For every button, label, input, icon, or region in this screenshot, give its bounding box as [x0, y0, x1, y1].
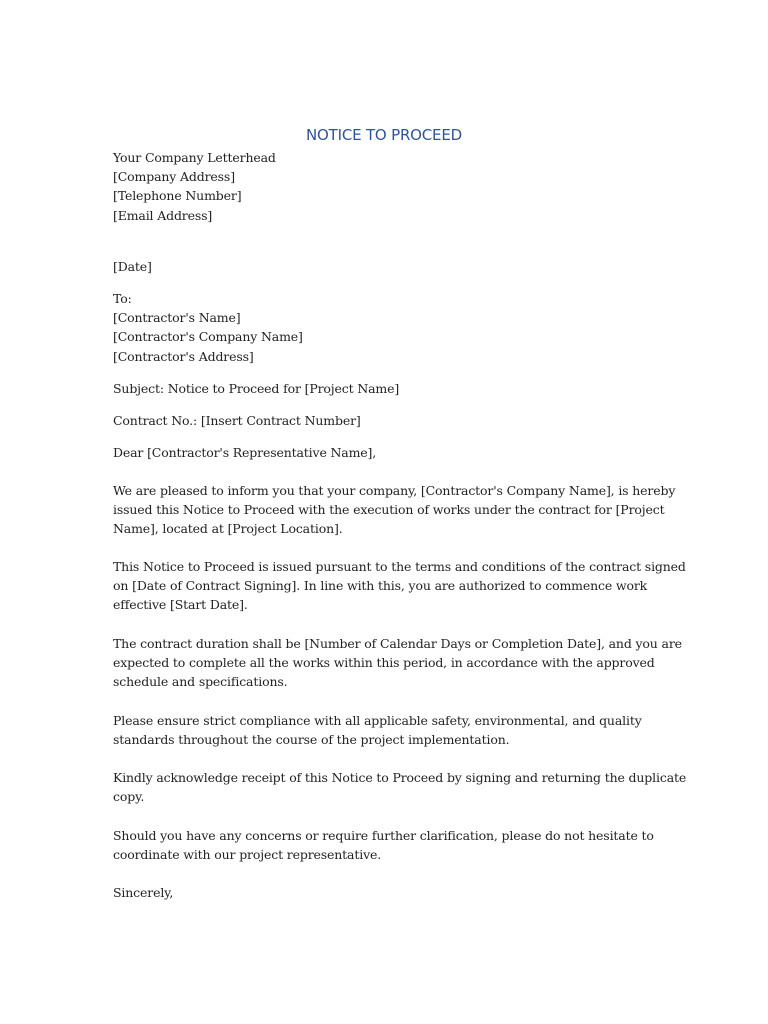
paragraph-line: schedule and specifications. [113, 674, 288, 690]
subject-line: Subject: Notice to Proceed for [Project Name] [113, 381, 400, 396]
recipient-company: [Contractor's Company Name] [113, 329, 303, 345]
paragraph-line: Please ensure strict compliance with all applicable safety, environmental, and quality [113, 713, 642, 728]
body-paragraph [113, 768, 687, 806]
paragraph-line: on [Date of Contract Signing]. In line with this, you are authorized to commence work [113, 578, 648, 594]
date-line: [Date] [113, 259, 152, 274]
recipient-block [113, 289, 673, 366]
letterhead-telephone: [Telephone Number] [113, 188, 242, 204]
paragraph-line: Name], located at [Project Location]. [113, 521, 343, 537]
paragraph-line: effective [Start Date]. [113, 597, 248, 613]
paragraph-line: standards throughout the course of the project implementation. [113, 732, 510, 748]
body-paragraph [113, 481, 676, 539]
letterhead-email: [Email Address] [113, 207, 213, 223]
body-paragraph [113, 557, 686, 615]
paragraph-line: copy. [113, 789, 145, 805]
paragraph-line: expected to complete all the works within this period, in accordance with the approved [113, 655, 655, 671]
letterhead-address: [Company Address] [113, 169, 235, 185]
paragraph-line: Kindly acknowledge receipt of this Notice to Proceed by signing and returning the duplicate [113, 770, 687, 785]
paragraph-line: We are pleased to inform you that your company, [Contractor's Company Name], is hereby [113, 483, 676, 498]
document-title: NOTICE TO PROCEED [306, 126, 462, 144]
body-paragraph [113, 711, 673, 749]
paragraph-line: Should you have any concerns or require further clarification, please do not hesitate to [113, 828, 654, 843]
recipient-to: To: [113, 291, 132, 306]
body-paragraph [113, 634, 682, 692]
recipient-address: [Contractor's Address] [113, 348, 254, 364]
contract-number-line: Contract No.: [Insert Contract Number] [113, 413, 361, 428]
body-paragraph [113, 826, 673, 864]
paragraph-line: coordinate with our project representative. [113, 847, 382, 863]
closing-line: Sincerely, [113, 885, 174, 900]
paragraph-line: This Notice to Proceed is issued pursuant to the terms and conditions of the contract signed [113, 559, 686, 574]
recipient-name: [Contractor's Name] [113, 310, 241, 326]
paragraph-line: The contract duration shall be [Number of Calendar Days or Completion Date], and you are [113, 636, 682, 651]
paragraph-line: issued this Notice to Proceed with the execution of works under the contract for [Project [113, 502, 665, 518]
letterhead-company: Your Company Letterhead [113, 150, 276, 165]
salutation-line: Dear [Contractor's Representative Name], [113, 445, 377, 460]
letterhead-block [113, 148, 673, 225]
